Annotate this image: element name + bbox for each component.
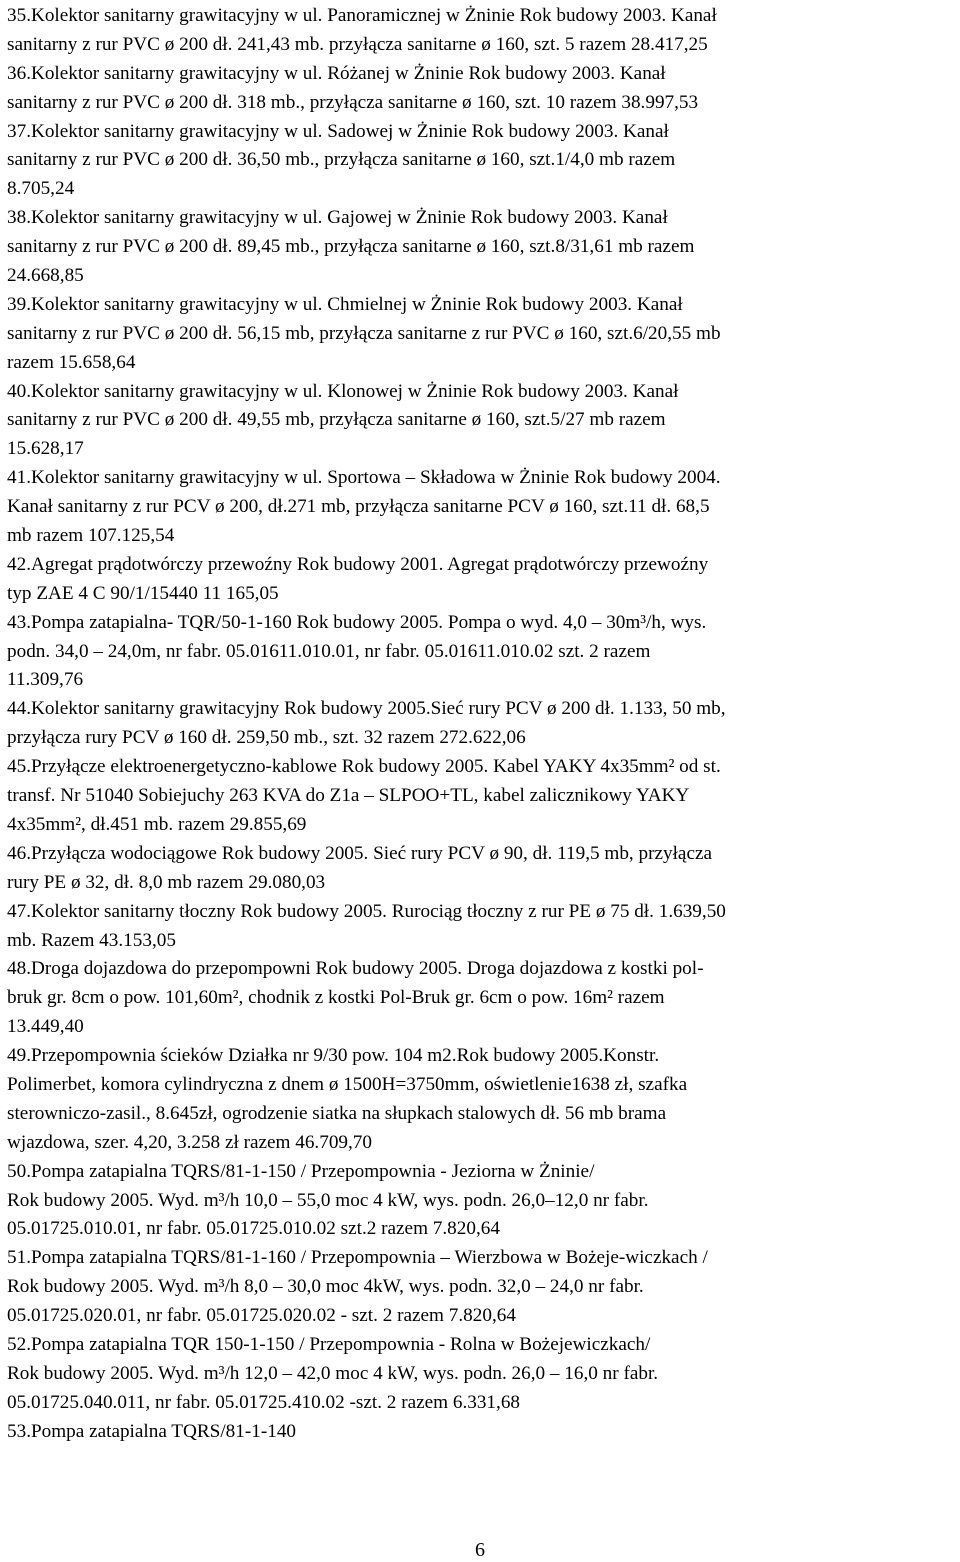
text-line: 46.Przyłącza wodociągowe Rok budowy 2005. Sieć rury PCV ø 90, dł. 119,5 mb, przyłącza: [7, 842, 712, 864]
text-line: 15.628,17: [7, 438, 84, 460]
text-line: 11.309,76: [7, 669, 84, 691]
text-line: 45.Przyłącze elektroenergetyczno-kablowe Rok budowy 2005. Kabel YAKY 4x35mm² od st.: [7, 756, 721, 778]
text-line: 05.01725.040.011, nr fabr. 05.01725.410.02 -szt. 2 razem 6.331,68: [7, 1391, 521, 1413]
text-line: 41.Kolektor sanitarny grawitacyjny w ul. Sportowa – Składowa w Żninie Rok budowy 2004.: [7, 467, 721, 489]
text-line: razem 15.658,64: [7, 351, 136, 373]
text-line: Rok budowy 2005. Wyd. m³/h 8,0 – 30,0 moc 4kW, wys. podn. 32,0 – 24,0 nr fabr.: [7, 1276, 644, 1298]
page-number: 6: [475, 1539, 485, 1561]
text-line: sanitarny z rur PVC ø 200 dł. 49,55 mb, przyłącza sanitarne ø 160, szt.5/27 mb razem: [7, 409, 666, 431]
text-line: 47.Kolektor sanitarny tłoczny Rok budowy 2005. Rurociąg tłoczny z rur PE ø 75 dł. 1.639,50: [7, 900, 726, 922]
text-line: wjazdowa, szer. 4,20, 3.258 zł razem 46.709,70: [7, 1131, 372, 1153]
text-line: 39.Kolektor sanitarny grawitacyjny w ul. Chmielnej w Żninie Rok budowy 2003. Kanał: [7, 293, 683, 315]
text-line: mb razem 107.125,54: [7, 525, 175, 547]
text-line: 42.Agregat prądotwórczy przewoźny Rok budowy 2001. Agregat prądotwórczy przewoźny: [7, 553, 709, 575]
text-line: 50.Pompa zatapialna TQRS/81-1-150 / Przepompownia - Jeziorna w Żninie/: [7, 1160, 595, 1182]
text-line: transf. Nr 51040 Sobiejuchy 263 KVA do Z1a – SLPOO+TL, kabel zalicznikowy YAKY: [7, 785, 690, 807]
text-line: 37.Kolektor sanitarny grawitacyjny w ul. Sadowej w Żninie Rok budowy 2003. Kanał: [7, 120, 669, 142]
text-line: rury PE ø 32, dł. 8,0 mb razem 29.080,03: [7, 871, 326, 893]
text-line: 4x35mm², dł.451 mb. razem 29.855,69: [7, 813, 307, 835]
text-line: mb. Razem 43.153,05: [7, 929, 176, 951]
text-line: sanitarny z rur PVC ø 200 dł. 36,50 mb., przyłącza sanitarne ø 160, szt.1/4,0 mb razem: [7, 149, 676, 171]
text-line: 43.Pompa zatapialna- TQR/50-1-160 Rok budowy 2005. Pompa o wyd. 4,0 – 30m³/h, wys.: [7, 611, 707, 633]
text-line: 05.01725.020.01, nr fabr. 05.01725.020.02 - szt. 2 razem 7.820,64: [7, 1305, 516, 1327]
text-line: 8.705,24: [7, 178, 75, 200]
text-line: bruk gr. 8cm o pow. 101,60m², chodnik z kostki Pol-Bruk gr. 6cm o pow. 16m² razem: [7, 987, 665, 1009]
text-line: 36.Kolektor sanitarny grawitacyjny w ul. Różanej w Żninie Rok budowy 2003. Kanał: [7, 62, 666, 84]
text-line: Kanał sanitarny z rur PCV ø 200, dł.271 mb, przyłącza sanitarne PCV ø 160, szt.11 dł. 68,5: [7, 496, 710, 518]
text-line: 35.Kolektor sanitarny grawitacyjny w ul. Panoramicznej w Żninie Rok budowy 2003. Kanał: [7, 5, 717, 26]
text-line: 53.Pompa zatapialna TQRS/81-1-140: [7, 1420, 297, 1442]
text-line: Rok budowy 2005. Wyd. m³/h 12,0 – 42,0 moc 4 kW, wys. podn. 26,0 – 16,0 nr fabr.: [7, 1362, 659, 1384]
text-line: 38.Kolektor sanitarny grawitacyjny w ul. Gajowej w Żninie Rok budowy 2003. Kanał: [7, 207, 668, 229]
text-line: podn. 34,0 – 24,0m, nr fabr. 05.01611.010.01, nr fabr. 05.01611.010.02 szt. 2 razem: [7, 640, 651, 662]
text-line: 48.Droga dojazdowa do przepompowni Rok budowy 2005. Droga dojazdowa z kostki pol-: [7, 958, 704, 980]
text-line: przyłącza rury PCV ø 160 dł. 259,50 mb., szt. 32 razem 272.622,06: [7, 727, 526, 749]
text-line: 13.449,40: [7, 1016, 84, 1038]
text-line: sanitarny z rur PVC ø 200 dł. 56,15 mb, przyłącza sanitarne z rur PVC ø 160, szt.6/20,55 mb: [7, 322, 721, 344]
text-line: Polimerbet, komora cylindryczna z dnem ø 1500H=3750mm, oświetlenie1638 zł, szafka: [7, 1073, 688, 1095]
text-line: sanitarny z rur PVC ø 200 dł. 89,45 mb., przyłącza sanitarne ø 160, szt.8/31,61 mb razem: [7, 236, 695, 258]
text-line: 51.Pompa zatapialna TQRS/81-1-160 / Przepompownia – Wierzbowa w Bożeje-wiczkach /: [7, 1247, 708, 1269]
text-line: 40.Kolektor sanitarny grawitacyjny w ul. Klonowej w Żninie Rok budowy 2003. Kanał: [7, 380, 679, 402]
text-line: 44.Kolektor sanitarny grawitacyjny Rok budowy 2005.Sieć rury PCV ø 200 dł. 1.133, 50 mb,: [7, 698, 726, 720]
text-line: typ ZAE 4 C 90/1/15440 11 165,05: [7, 582, 279, 604]
document-body: [7, 2, 953, 1447]
text-line: Rok budowy 2005. Wyd. m³/h 10,0 – 55,0 moc 4 kW, wys. podn. 26,0–12,0 nr fabr.: [7, 1189, 649, 1211]
text-line: sanitarny z rur PVC ø 200 dł. 241,43 mb. przyłącza sanitarne ø 160, szt. 5 razem 28.417,25: [7, 33, 708, 55]
text-line: 24.668,85: [7, 265, 84, 287]
text-line: sanitarny z rur PVC ø 200 dł. 318 mb., przyłącza sanitarne ø 160, szt. 10 razem 38.997,53: [7, 91, 699, 113]
text-line: 05.01725.010.01, nr fabr. 05.01725.010.02 szt.2 razem 7.820,64: [7, 1218, 500, 1240]
text-line: 52.Pompa zatapialna TQR 150-1-150 / Przepompownia - Rolna w Bożejewiczkach/: [7, 1333, 651, 1355]
text-line: 49.Przepompownia ścieków Działka nr 9/30 pow. 104 m2.Rok budowy 2005.Konstr.: [7, 1045, 660, 1067]
text-line: sterowniczo-zasil., 8.645zł, ogrodzenie siatka na słupkach stalowych dł. 56 mb brama: [7, 1102, 667, 1124]
